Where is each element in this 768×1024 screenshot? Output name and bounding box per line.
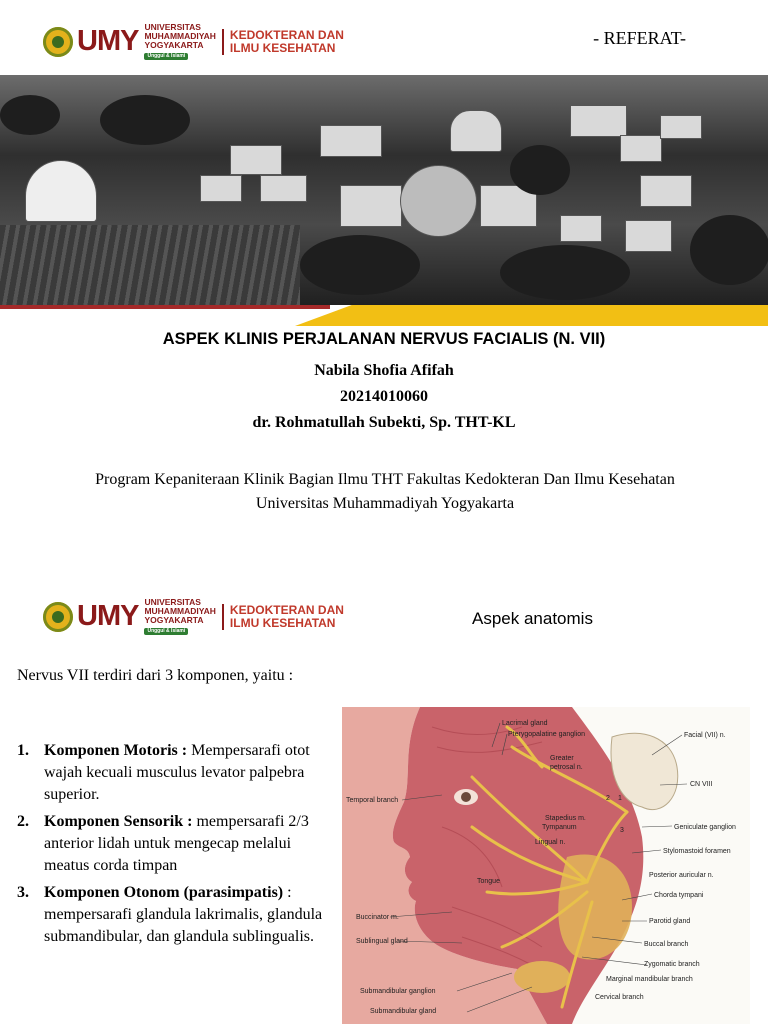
logo-tagline: Unggul & Islami: [144, 53, 188, 60]
logo-umy-text: UMY: [77, 600, 139, 632]
label-lingual: Lingual n.: [535, 839, 566, 846]
label-facial-nerve: Facial (VII) n.: [684, 732, 726, 739]
intro-text: Nervus VII terdiri dari 3 komponen, yaitu :: [17, 667, 294, 684]
list-item: 3. Komponen Otonom (parasimpatis) : mempersarafi glandula lakrimalis, glandula submandibular, dan glandula sublingualis.: [17, 884, 323, 945]
label-submandibular-gland: Submandibular gland: [370, 1008, 437, 1015]
label-geniculate: Geniculate ganglion: [674, 824, 736, 831]
label-marginal-mandibular: Marginal mandibular branch: [606, 976, 693, 983]
program-line: Program Kepaniteraan Klinik Bagian Ilmu THT Fakultas Kedokteran Dan Ilmu Kesehatan: [95, 471, 675, 488]
logo-divider: [222, 29, 224, 55]
label-submandibular-ganglion: Submandibular ganglion: [360, 988, 436, 995]
label-cn-viii: CN VIII: [690, 781, 713, 788]
label-stylomastoid: Stylomastoid foramen: [663, 848, 731, 855]
university-line: Universitas Muhammadiyah Yogyakarta: [255, 495, 515, 512]
logo-faculty-text: KEDOKTERAN DAN ILMU KESEHATAN: [229, 27, 344, 55]
label-stapedius: Stapedius m.: [545, 815, 586, 822]
label-pterygopalatine-ganglion: Pterygopalatine ganglion: [508, 731, 586, 738]
campus-aerial-photo: [0, 75, 768, 305]
facial-nerve-illustration: [342, 707, 750, 1024]
referat-label: - REFERAT-: [593, 28, 686, 48]
author-name: Nabila Shofia Afifah: [314, 362, 454, 379]
facial-nerve-anatomy-figure: [342, 707, 750, 1024]
label-sublingual-gland: Sublingual gland: [356, 938, 408, 945]
logo-tagline: Unggul & Islami: [144, 628, 188, 635]
label-temporal-branch: Temporal branch: [346, 797, 399, 804]
logo-divider: [222, 604, 224, 630]
label-posterior-auricular: Posterior auricular n.: [649, 872, 714, 879]
accent-stripe-red: [0, 305, 330, 309]
anatomy-slide: [0, 580, 768, 1024]
label-buccinator: Buccinator m.: [356, 914, 399, 921]
logo-umy-text: UMY: [77, 25, 139, 57]
umy-logo: [43, 598, 344, 635]
umy-emblem-icon: [43, 602, 73, 632]
logo-faculty-text: KEDOKTERAN DAN ILMU KESEHATAN: [229, 602, 344, 630]
label-tympanum: Tympanum: [542, 824, 577, 831]
referat-title: ASPEK KLINIS PERJALANAN NERVUS FACIALIS (N. VII): [162, 330, 606, 348]
label-tongue: Tongue: [477, 878, 500, 885]
umy-emblem-icon: [43, 27, 73, 57]
label-num-1: 1: [618, 795, 622, 802]
label-parotid: Parotid gland: [649, 918, 691, 925]
label-buccal-branch: Buccal branch: [644, 941, 689, 948]
slide-heading: Aspek anatomis: [472, 609, 593, 628]
label-chorda-tympani: Chorda tympani: [654, 892, 704, 899]
supervisor-name: dr. Rohmatullah Subekti, Sp. THT-KL: [252, 414, 516, 431]
label-zygomatic-branch: Zygomatic branch: [644, 961, 700, 968]
label-num-2: 2: [606, 795, 610, 802]
umy-logo: [43, 23, 344, 60]
label-petrosal: petrosal n.: [550, 764, 583, 771]
label-greater: Greater: [550, 755, 574, 762]
student-id: 20214010060: [340, 388, 428, 405]
list-item: 1. Komponen Motoris : Mempersarafi otot wajah kecuali musculus levator palpebra superior.: [17, 742, 310, 803]
program-text: [70, 468, 700, 516]
list-item: 2. Komponen Sensorik : mempersarafi 2/3 anterior lidah untuk mengecap melalui meatus corda timpan: [17, 813, 309, 874]
component-list: [17, 740, 337, 953]
logo-university-text: UNIVERSITAS MUHAMMADIYAH YOGYAKARTA Unggul & Islami: [144, 22, 216, 59]
label-cervical-branch: Cervical branch: [595, 994, 644, 1001]
label-lacrimal-gland: Lacrimal gland: [502, 720, 548, 727]
label-num-3: 3: [620, 827, 624, 834]
logo-university-text: UNIVERSITAS MUHAMMADIYAH YOGYAKARTA Unggul & Islami: [144, 597, 216, 634]
accent-stripe-yellow: [295, 305, 768, 326]
